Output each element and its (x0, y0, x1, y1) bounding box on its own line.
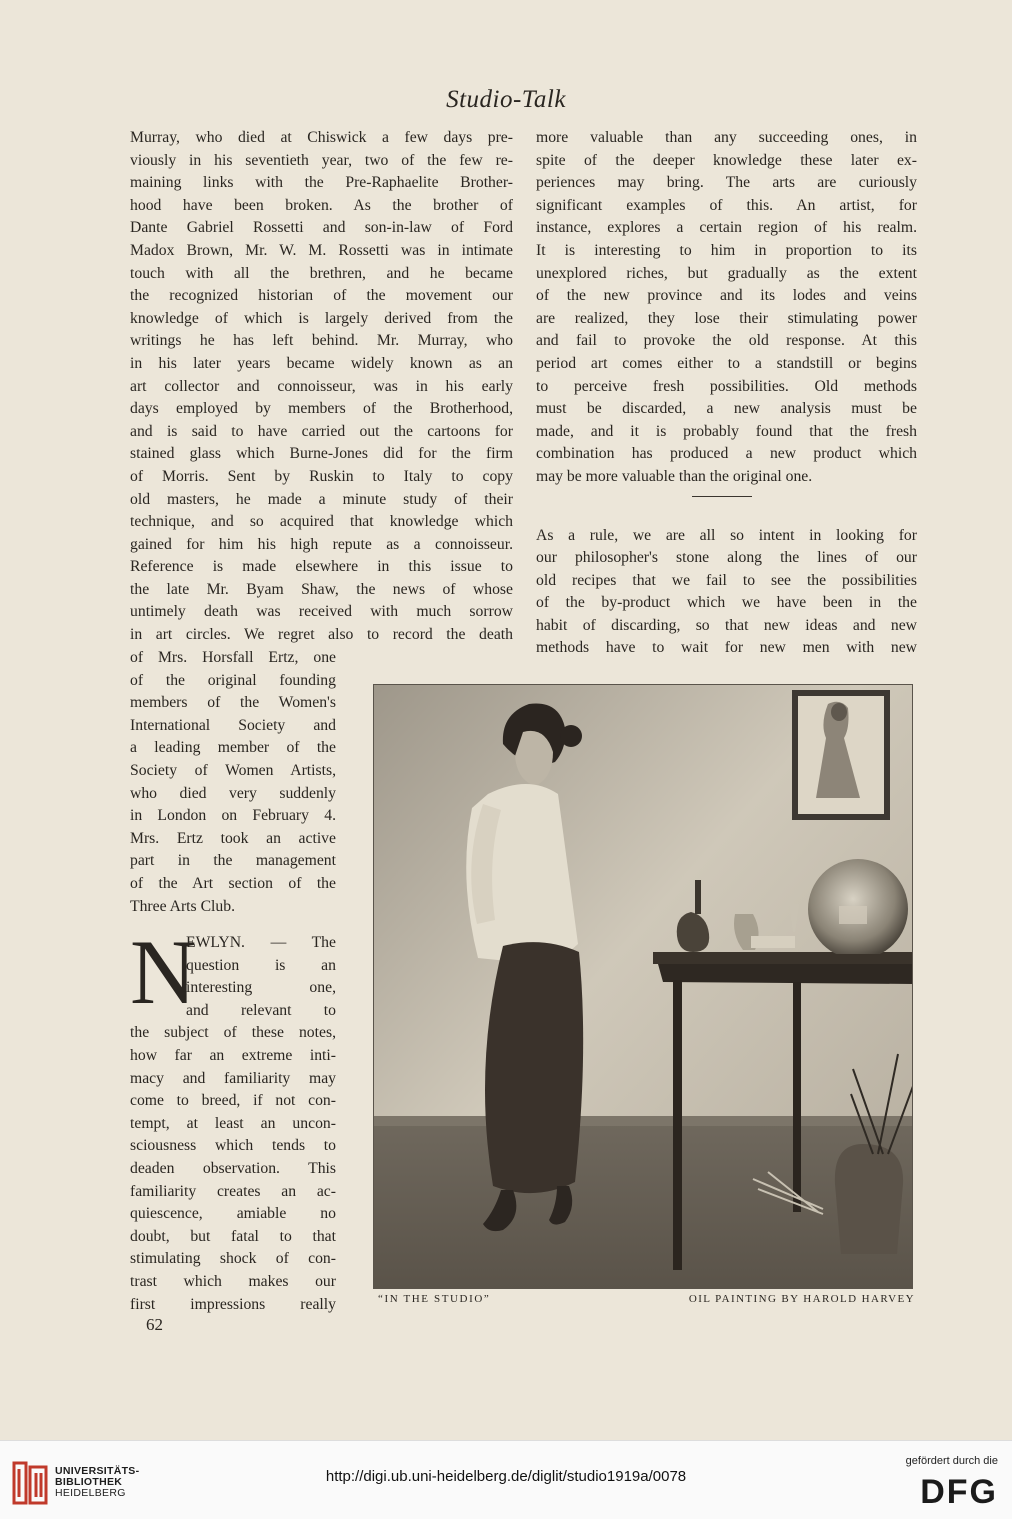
text-line: touch with all the brethren, and he became (130, 264, 513, 282)
permalink-url[interactable]: http://digi.ub.uni-heidelberg.de/diglit/studio1919a/0078 (325, 1468, 687, 1485)
text-line: are realized, they lose their stimulating power (536, 309, 917, 327)
painting-caption-credit: OIL PAINTING BY HAROLD HARVEY (688, 1293, 915, 1305)
text-line: of the by-product which we have been in the (536, 594, 917, 612)
text-line: stimulating shock of con- (130, 1250, 336, 1268)
painting-caption-title: “IN THE STUDIO” (378, 1293, 491, 1305)
text-line: periences may bring. The arts are curiously (536, 174, 917, 192)
text-line: days employed by members of the Brotherhood, (130, 400, 513, 418)
text-line: old recipes that we fail to see the possibilities (536, 571, 917, 589)
section-divider (692, 496, 752, 497)
painting-image (373, 684, 913, 1289)
left-column (130, 127, 513, 647)
right-paragraph-1 (536, 127, 917, 489)
text-line: and is said to have carried out the cartoons for (130, 422, 513, 440)
text-line: in London on February 4. (130, 807, 336, 825)
text-line: untimely death was received with much sorrow (130, 603, 513, 621)
right-paragraph-2 (536, 525, 917, 661)
text-line: Murray, who died at Chiswick a few days pre- (130, 129, 513, 146)
text-line: of Mrs. Horsfall Ertz, one (130, 649, 336, 666)
text-line: Three Arts Club. (130, 897, 236, 915)
text-line: familiarity creates an ac- (130, 1182, 336, 1200)
text-line: technique, and so acquired that knowledge which (130, 513, 513, 531)
text-line: tempt, at least an uncon- (130, 1114, 336, 1132)
text-line: methods have to wait for new men with new (536, 639, 917, 657)
text-line: hood have been broken. As the brother of (130, 196, 513, 214)
text-line: a leading member of the (130, 739, 336, 757)
text-line: the late Mr. Byam Shaw, the news of whose (130, 580, 513, 598)
text-line: made, and it is probably found that the fresh (536, 422, 917, 440)
text-line: in art circles. We regret also to record the death (130, 626, 513, 644)
drop-cap: N (130, 921, 197, 1023)
text-line: significant examples of this. An artist, for (536, 196, 917, 214)
text-line: old masters, he made a minute study of their (130, 490, 513, 508)
text-line: Reference is made elsewhere in this issue to (130, 558, 513, 576)
newlyn-section (130, 921, 336, 1316)
text-line: period art comes either to a standstill or begins (536, 354, 917, 372)
text-line: quiescence, amiable no (130, 1205, 336, 1223)
text-line: come to breed, if not con- (130, 1092, 336, 1110)
text-line: may be more valuable than the original one. (536, 467, 813, 485)
text-line: more valuable than any succeeding ones, in (536, 129, 917, 146)
text-line: first impressions really (130, 1295, 336, 1313)
text-line: spite of the deeper knowledge these later ex- (536, 151, 917, 169)
viewer-footer (0, 1440, 1012, 1519)
text-line: of Morris. Sent by Ruskin to Italy to copy (130, 467, 513, 485)
text-line: members of the Women's (130, 694, 336, 712)
text-line: Society of Women Artists, (130, 761, 336, 779)
text-line: the subject of these notes, (130, 1024, 336, 1042)
text-line: Dante Gabriel Rossetti and son-in-law of Ford (130, 219, 513, 237)
text-line: instance, explores a certain region of his realm. (536, 219, 917, 237)
text-line: and fail to provoke the old response. At this (536, 332, 917, 350)
right-column (536, 127, 917, 660)
text-line: Mrs. Ertz took an active (130, 829, 336, 847)
newlyn-body (130, 1022, 336, 1316)
text-line: deaden observation. This (130, 1159, 336, 1177)
text-line: the recognized historian of the movement our (130, 287, 513, 305)
text-line: how far an extreme inti- (130, 1046, 336, 1064)
text-line: sciousness which tends to (130, 1137, 336, 1155)
text-line: viously in his seventieth year, two of the few re- (130, 151, 513, 169)
text-line: of the original founding (130, 671, 336, 689)
text-line: and relevant to (186, 1001, 336, 1019)
text-line: writings he has left behind. Mr. Murray, who (130, 332, 513, 350)
text-line: part in the management (130, 852, 336, 870)
text-line: in his later years became widely known as an (130, 354, 513, 372)
painting-illustration (373, 684, 913, 1289)
text-line: macy and familiarity may (130, 1069, 336, 1087)
dfg-logo: DFG (920, 1473, 998, 1511)
text-line: stained glass which Burne-Jones did for the firm (130, 445, 513, 463)
running-head: Studio-Talk (446, 86, 566, 113)
text-line: combination has produced a new product which (536, 445, 917, 463)
library-name-line3: HEIDELBERG (55, 1487, 126, 1499)
text-line: question is an (186, 956, 336, 974)
newlyn-intro (130, 921, 336, 1023)
text-line: knowledge of which is largely derived from the (130, 309, 513, 327)
text-line: As a rule, we are all so intent in looking for (536, 526, 917, 544)
text-line: of the Art section of the (130, 874, 336, 892)
text-line: International Society and (130, 716, 336, 734)
text-line: maining links with the Pre-Raphaelite Brother- (130, 174, 513, 192)
text-line: art collector and connoisseur, was in his early (130, 377, 513, 395)
text-line: doubt, but fatal to that (130, 1227, 336, 1245)
text-line: unexplored riches, but gradually as the extent (536, 264, 917, 282)
funding-note: gefördert durch die (905, 1455, 998, 1467)
text-line: our philosopher's stone along the lines of our (536, 549, 917, 567)
library-name-line2: BIBLIOTHEK (55, 1476, 123, 1488)
text-line: EWLYN. — The (186, 934, 336, 951)
text-line: gained for him his high repute as a connoisseur. (130, 535, 513, 553)
text-line: Madox Brown, Mr. W. M. Rossetti was in intimate (130, 241, 513, 259)
text-line: interesting one, (186, 979, 336, 997)
text-line: It is interesting to him in proportion to its (536, 241, 917, 259)
left-narrow-column (130, 647, 336, 918)
text-line: must be discarded, a new analysis must be (536, 400, 917, 418)
text-line: trast which makes our (130, 1272, 336, 1290)
section-gap (536, 489, 917, 525)
text-line: habit of discarding, so that new ideas and new (536, 616, 917, 634)
page-number: 62 (146, 1315, 163, 1334)
library-name-line1: UNIVERSITÄTS- (55, 1465, 140, 1477)
text-line: to perceive fresh possibilities. Old methods (536, 377, 917, 395)
text-line: of the new province and its lodes and veins (536, 287, 917, 305)
text-line: who died very suddenly (130, 784, 336, 802)
